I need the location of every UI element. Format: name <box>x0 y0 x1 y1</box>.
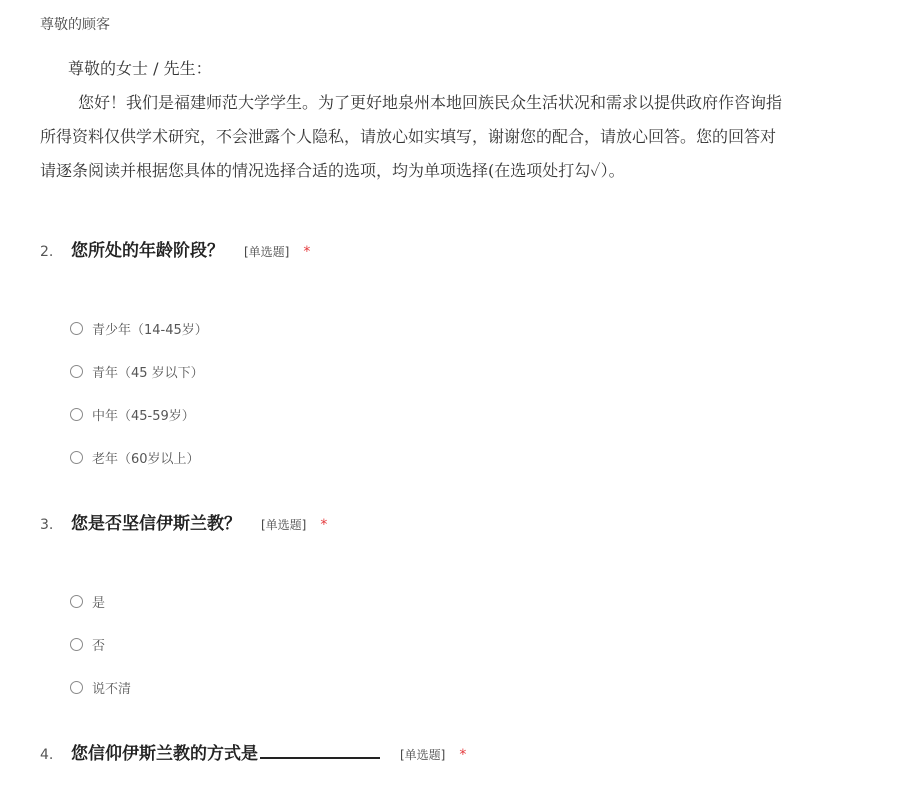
question-number: 4. <box>40 747 54 763</box>
question-belief <box>40 509 880 709</box>
question-text: 您是否坚信伊斯兰教？ <box>71 514 241 534</box>
option-age-senior[interactable] <box>70 436 880 479</box>
question-number: 2. <box>40 244 54 260</box>
question-text: 您信仰伊斯兰教的方式是 <box>71 744 258 764</box>
question-header <box>40 739 880 764</box>
required-marker: * <box>459 747 467 763</box>
intro-line: 您好！我们是福建师范大学学生。为了更好地泉州本地回族民众生活状况和需求以提供政府作咨询指 <box>78 93 783 112</box>
radio-button[interactable] <box>70 408 83 421</box>
radio-button[interactable] <box>70 595 83 608</box>
radio-button[interactable] <box>70 681 83 694</box>
question-type-tag: [单选题] <box>244 245 290 259</box>
option-label[interactable]: 青少年（14-45岁） <box>92 323 208 338</box>
intro-line: 所得资料仅供学术研究，不会泄露个人隐私，请放心如实填写，谢谢您的配合，请放心回答。您的回答对 <box>40 127 777 146</box>
fill-in-blank-line <box>260 743 380 759</box>
question-type-tag: [单选题] <box>261 518 307 532</box>
required-marker: * <box>320 517 328 533</box>
option-label[interactable]: 中年（45-59岁） <box>92 409 195 424</box>
question-number: 3. <box>40 517 54 533</box>
intro-line: 请逐条阅读并根据您具体的情况选择合适的选项，均为单项选择(在选项处打勾✓）。 <box>40 161 625 180</box>
radio-button[interactable] <box>70 638 83 651</box>
option-list <box>40 307 880 479</box>
option-no[interactable] <box>70 623 880 666</box>
question-header <box>40 509 880 534</box>
radio-button[interactable] <box>70 365 83 378</box>
intro-salutation: 尊敬的女士 / 先生： <box>68 59 212 78</box>
survey-intro <box>40 52 900 188</box>
option-label[interactable]: 否 <box>92 639 106 654</box>
survey-title: 尊敬的顾客 <box>40 17 110 33</box>
question-practice <box>40 739 880 764</box>
option-label[interactable]: 老年（60岁以上） <box>92 452 200 467</box>
option-unsure[interactable] <box>70 666 880 709</box>
option-yes[interactable] <box>70 580 880 623</box>
option-list <box>40 580 880 709</box>
option-label[interactable]: 说不清 <box>92 682 132 697</box>
option-label[interactable]: 青年（45 岁以下） <box>92 366 204 381</box>
option-age-teen[interactable] <box>70 307 880 350</box>
question-text: 您所处的年龄阶段？ <box>71 241 224 261</box>
question-type-tag: [单选题] <box>400 748 446 762</box>
option-age-youth[interactable] <box>70 350 880 393</box>
question-age <box>40 236 880 479</box>
radio-button[interactable] <box>70 322 83 335</box>
option-label[interactable]: 是 <box>92 596 106 611</box>
option-age-middle[interactable] <box>70 393 880 436</box>
radio-button[interactable] <box>70 451 83 464</box>
question-header <box>40 236 880 261</box>
required-marker: * <box>303 244 311 260</box>
